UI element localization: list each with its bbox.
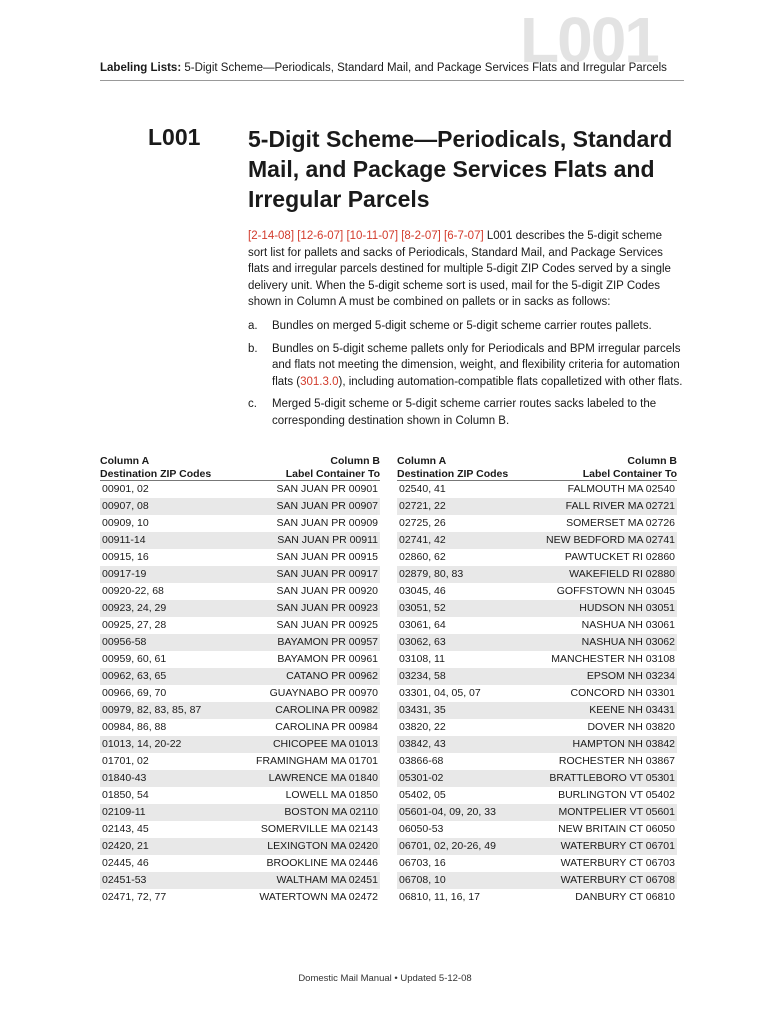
table-row	[100, 532, 380, 549]
label-container-to: NASHUA NH 03062	[581, 636, 675, 648]
label-container-to: CATANO PR 00962	[286, 670, 378, 682]
destination-zip-codes: 00901, 02	[102, 483, 149, 495]
column-a-header: Column A Destination ZIP Codes	[397, 455, 509, 480]
intro-text: L001 describes the 5-digit scheme sort list for pallets and sacks of Periodicals, Standard Mail, and Package Services flats and irregular parcels destined for multiple 5-digit ZIP Codes served by a single delivery unit. When the 5-digit scheme sort is used, mail for the 5-digit ZIP Codes shown in Column A must be combined on pallets or in sacks as follows:	[248, 230, 671, 308]
table-row	[100, 855, 380, 872]
column-b-header: Column B Label Container To	[582, 455, 677, 480]
section-watermark: L001	[520, 4, 658, 76]
zip-table-left	[100, 455, 380, 906]
page-footer: Domestic Mail Manual • Updated 5-12-08	[298, 973, 472, 984]
destination-zip-codes: 02451-53	[102, 874, 147, 886]
table-row	[397, 838, 677, 855]
label-container-to: BOSTON MA 02110	[284, 806, 378, 818]
table-row	[100, 583, 380, 600]
destination-zip-codes: 03234, 58	[399, 670, 446, 682]
table-row	[100, 719, 380, 736]
label-container-to: SAN JUAN PR 00925	[276, 619, 378, 631]
destination-zip-codes: 00911-14	[102, 534, 146, 546]
destination-zip-codes: 06701, 02, 20-26, 49	[399, 840, 496, 852]
label-container-to: NASHUA NH 03061	[581, 619, 675, 631]
label-container-to: MONTPELIER VT 05601	[558, 806, 675, 818]
table-row	[100, 753, 380, 770]
list-item-letter: b.	[248, 342, 258, 355]
destination-zip-codes: 06810, 11, 16, 17	[399, 891, 480, 903]
table-header	[397, 455, 677, 481]
destination-zip-codes: 03045, 46	[399, 585, 446, 597]
destination-zip-codes: 00920-22, 68	[102, 585, 164, 597]
table-row	[397, 753, 677, 770]
label-container-to: BROOKLINE MA 02446	[266, 857, 378, 869]
zip-table-right	[397, 455, 677, 906]
destination-zip-codes: 03062, 63	[399, 636, 446, 648]
destination-zip-codes: 06703, 16	[399, 857, 446, 869]
table-row	[397, 515, 677, 532]
label-container-to: NEW BEDFORD MA 02741	[546, 534, 675, 546]
intro-paragraph	[248, 228, 684, 311]
label-container-to: MANCHESTER NH 03108	[551, 653, 675, 665]
table-row	[397, 787, 677, 804]
destination-zip-codes: 03820, 22	[399, 721, 446, 733]
destination-zip-codes: 02143, 45	[102, 823, 149, 835]
destination-zip-codes: 02879, 80, 83	[399, 568, 464, 580]
table-row	[100, 515, 380, 532]
label-container-to: SAN JUAN PR 00917	[276, 568, 378, 580]
table-row	[397, 770, 677, 787]
table-body	[100, 481, 380, 906]
destination-zip-codes: 02860, 62	[399, 551, 446, 563]
label-container-to: BURLINGTON VT 05402	[558, 789, 675, 801]
destination-zip-codes: 06708, 10	[399, 874, 446, 886]
table-row	[397, 872, 677, 889]
destination-zip-codes: 00962, 63, 65	[102, 670, 167, 682]
destination-zip-codes: 02109-11	[102, 806, 146, 818]
label-container-to: HUDSON NH 03051	[579, 602, 675, 614]
destination-zip-codes: 01013, 14, 20-22	[102, 738, 182, 750]
destination-zip-codes: 03108, 11	[399, 653, 445, 665]
table-row	[100, 838, 380, 855]
label-container-to: SOMERVILLE MA 02143	[260, 823, 378, 835]
table-row	[100, 600, 380, 617]
table-row	[397, 583, 677, 600]
label-container-to: CHICOPEE MA 01013	[272, 738, 378, 750]
table-row	[397, 634, 677, 651]
table-row	[397, 651, 677, 668]
label-container-to: WATERBURY CT 06708	[560, 874, 675, 886]
table-row	[397, 498, 677, 515]
destination-zip-codes: 03301, 04, 05, 07	[399, 687, 481, 699]
table-row	[397, 532, 677, 549]
combination-rules-list	[248, 318, 684, 435]
label-container-to: BAYAMON PR 00961	[277, 653, 378, 665]
table-row	[397, 719, 677, 736]
list-item	[248, 341, 684, 391]
section-title: 5-Digit Scheme—Periodicals, Standard Mail, and Package Services Flats and Irregular Parcels	[248, 126, 673, 212]
list-item-text: Merged 5-digit scheme or 5-digit scheme carrier routes sacks labeled to the corresponding destination shown in Column B.	[272, 398, 657, 427]
table-row	[100, 634, 380, 651]
table-header	[100, 455, 380, 481]
destination-zip-codes: 05301-02	[399, 772, 444, 784]
table-row	[397, 566, 677, 583]
revision-links[interactable]: [2-14-08] [12-6-07] [10-11-07] [8-2-07] [6-7-07]	[248, 230, 484, 242]
reference-link[interactable]: 301.3.0	[300, 375, 339, 388]
label-container-to: KEENE NH 03431	[589, 704, 675, 716]
label-container-to: HAMPTON NH 03842	[572, 738, 675, 750]
label-container-to: BRATTLEBORO VT 05301	[549, 772, 675, 784]
destination-zip-codes: 00925, 27, 28	[102, 619, 167, 631]
table-row	[100, 481, 380, 498]
label-container-to: EPSOM NH 03234	[586, 670, 675, 682]
label-container-to: SAN JUAN PR 00907	[276, 500, 378, 512]
destination-zip-codes: 01701, 02	[102, 755, 149, 767]
table-row	[397, 617, 677, 634]
destination-zip-codes: 03061, 64	[399, 619, 446, 631]
destination-zip-codes: 00909, 10	[102, 517, 149, 529]
table-row	[397, 549, 677, 566]
destination-zip-codes: 00984, 86, 88	[102, 721, 167, 733]
column-b-header: Column B Label Container To	[285, 455, 380, 480]
label-container-to: FRAMINGHAM MA 01701	[256, 755, 378, 767]
table-row	[100, 702, 380, 719]
running-head	[100, 62, 667, 74]
section-code: L001	[148, 124, 201, 150]
running-head-text: 5-Digit Scheme—Periodicals, Standard Mail, and Package Services Flats and Irregular Parcels	[181, 62, 667, 74]
label-container-to: WATERTOWN MA 02472	[259, 891, 378, 903]
table-row	[100, 736, 380, 753]
label-container-to: LAWRENCE MA 01840	[268, 772, 378, 784]
destination-zip-codes: 00966, 69, 70	[102, 687, 167, 699]
label-container-to: CONCORD NH 03301	[570, 687, 675, 699]
label-container-to: SAN JUAN PR 00915	[276, 551, 378, 563]
destination-zip-codes: 00979, 82, 83, 85, 87	[102, 704, 202, 716]
label-container-to: DOVER NH 03820	[587, 721, 675, 733]
label-container-to: SOMERSET MA 02726	[566, 517, 675, 529]
table-row	[100, 770, 380, 787]
destination-zip-codes: 00959, 60, 61	[102, 653, 167, 665]
table-row	[100, 889, 380, 906]
destination-zip-codes: 02471, 72, 77	[102, 891, 167, 903]
table-row	[397, 668, 677, 685]
label-container-to: FALMOUTH MA 02540	[567, 483, 675, 495]
destination-zip-codes: 02420, 21	[102, 840, 149, 852]
header-divider	[100, 80, 684, 81]
table-row	[397, 685, 677, 702]
table-row	[100, 787, 380, 804]
label-container-to: SAN JUAN PR 00923	[276, 602, 378, 614]
table-row	[100, 685, 380, 702]
destination-zip-codes: 06050-53	[399, 823, 444, 835]
label-container-to: WALTHAM MA 02451	[276, 874, 378, 886]
table-row	[100, 549, 380, 566]
label-container-to: BAYAMON PR 00957	[277, 636, 378, 648]
destination-zip-codes: 05402, 05	[399, 789, 446, 801]
label-container-to: LEXINGTON MA 02420	[267, 840, 378, 852]
table-row	[397, 600, 677, 617]
label-container-to: FALL RIVER MA 02721	[565, 500, 675, 512]
label-container-to: LOWELL MA 01850	[285, 789, 378, 801]
table-row	[100, 617, 380, 634]
label-container-to: SAN JUAN PR 00920	[276, 585, 378, 597]
table-row	[100, 872, 380, 889]
destination-zip-codes: 00917-19	[102, 568, 147, 580]
label-container-to: WATERBURY CT 06701	[560, 840, 675, 852]
label-container-to: ROCHESTER NH 03867	[558, 755, 675, 767]
label-container-to: DANBURY CT 06810	[575, 891, 675, 903]
destination-zip-codes: 00915, 16	[102, 551, 149, 563]
destination-zip-codes: 02540, 41	[399, 483, 446, 495]
destination-zip-codes: 02725, 26	[399, 517, 446, 529]
destination-zip-codes: 02741, 42	[399, 534, 446, 546]
destination-zip-codes: 03051, 52	[399, 602, 446, 614]
label-container-to: WATERBURY CT 06703	[560, 857, 675, 869]
destination-zip-codes: 05601-04, 09, 20, 33	[399, 806, 496, 818]
label-container-to: NEW BRITAIN CT 06050	[558, 823, 675, 835]
label-container-to: GUAYNABO PR 00970	[269, 687, 378, 699]
label-container-to: CAROLINA PR 00984	[275, 721, 378, 733]
table-row	[397, 804, 677, 821]
label-container-to: GOFFSTOWN NH 03045	[556, 585, 675, 597]
table-row	[397, 855, 677, 872]
label-container-to: WAKEFIELD RI 02880	[569, 568, 675, 580]
running-head-label: Labeling Lists:	[100, 62, 182, 74]
table-row	[100, 804, 380, 821]
destination-zip-codes: 01850, 54	[102, 789, 149, 801]
destination-zip-codes: 02721, 22	[399, 500, 446, 512]
table-row	[397, 481, 677, 498]
destination-zip-codes: 00907, 08	[102, 500, 149, 512]
table-row	[397, 821, 677, 838]
table-row	[100, 498, 380, 515]
label-container-to: SAN JUAN PR 00911	[277, 534, 378, 546]
destination-zip-codes: 03431, 35	[399, 704, 446, 716]
table-row	[100, 566, 380, 583]
list-item-letter: c.	[248, 398, 257, 410]
list-item-text: Bundles on merged 5-digit scheme or 5-digit scheme carrier routes pallets.	[272, 320, 652, 332]
list-item-text: Bundles on 5-digit scheme pallets only for Periodicals and BPM irregular parcels and flats not meeting the dimension, weight, and flexibility criteria for automation flats (301.3.0), including automation-compatible flats copalletized with other flats.	[272, 342, 683, 388]
table-row	[100, 821, 380, 838]
label-container-to: PAWTUCKET RI 02860	[564, 551, 675, 563]
destination-zip-codes: 00923, 24, 29	[102, 602, 167, 614]
table-row	[100, 668, 380, 685]
label-container-to: SAN JUAN PR 00901	[276, 483, 378, 495]
list-item	[248, 318, 684, 335]
table-row	[397, 736, 677, 753]
table-row	[397, 889, 677, 906]
destination-zip-codes: 01840-43	[102, 772, 147, 784]
label-container-to: SAN JUAN PR 00909	[276, 517, 378, 529]
list-item	[248, 396, 684, 429]
table-row	[100, 651, 380, 668]
destination-zip-codes: 03866-68	[399, 755, 444, 767]
list-item-letter: a.	[248, 320, 258, 332]
destination-zip-codes: 00956-58	[102, 636, 147, 648]
table-body	[397, 481, 677, 906]
table-row	[397, 702, 677, 719]
destination-zip-codes: 02445, 46	[102, 857, 149, 869]
label-container-to: CAROLINA PR 00982	[275, 704, 378, 716]
column-a-header: Column A Destination ZIP Codes	[100, 455, 212, 480]
destination-zip-codes: 03842, 43	[399, 738, 446, 750]
